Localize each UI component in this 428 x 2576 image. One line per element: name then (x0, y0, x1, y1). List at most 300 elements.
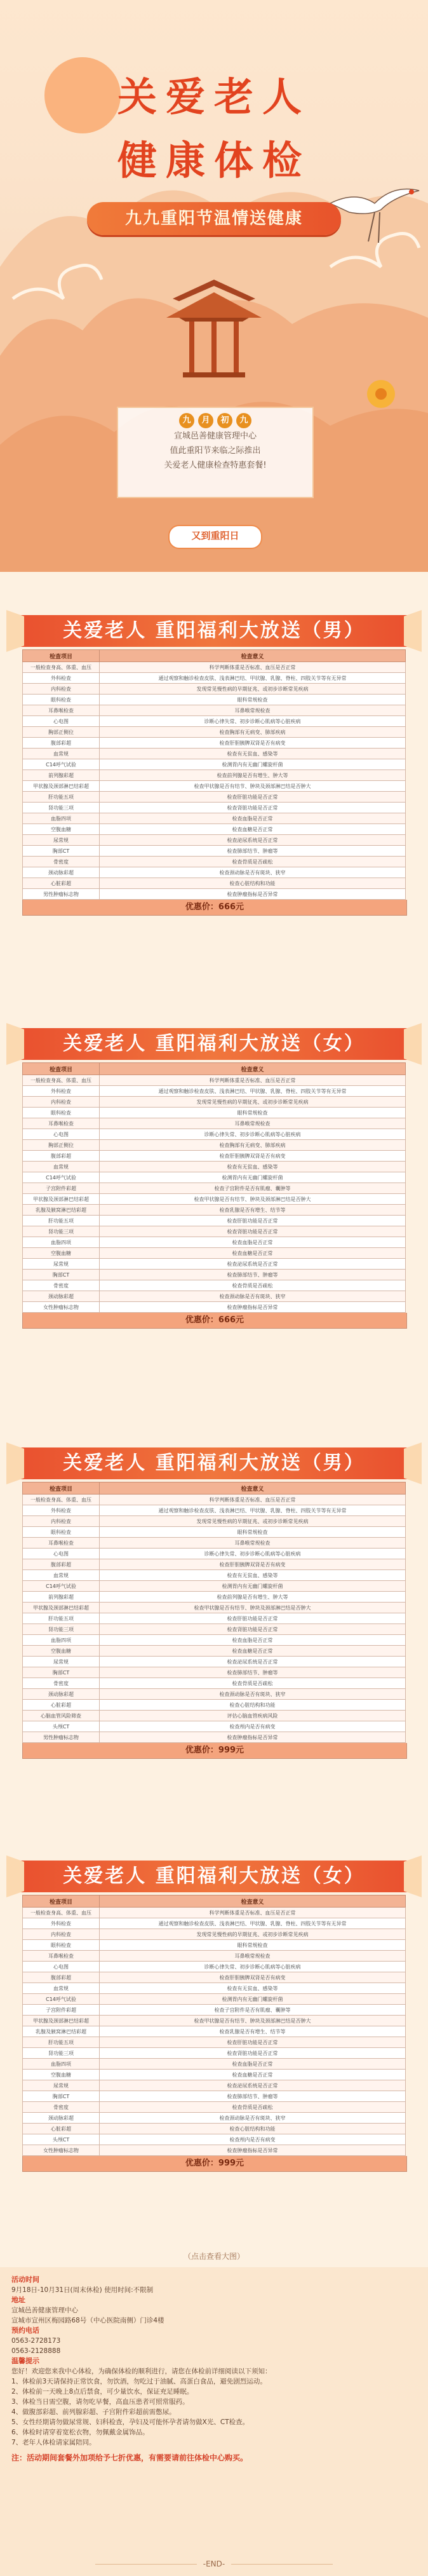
table-row (23, 716, 406, 727)
exam-meaning-cell: 眼科常规检查 (100, 1940, 406, 1951)
exam-meaning-cell: 检查肿瘤指标是否异常 (100, 2145, 406, 2156)
exam-item-cell: 血脂四项 (23, 813, 100, 824)
exam-meaning-cell: 科学判断体重是否标准、血压是否正常 (100, 1075, 406, 1086)
double-ninth-badge: 又到重阳日 (168, 525, 262, 549)
exam-meaning-cell: 检查心脏结构和功能 (100, 878, 406, 889)
exam-meaning-cell: 检查肾脏功能是否正常 (100, 1226, 406, 1237)
table-row (23, 1635, 406, 1646)
table-row (23, 2026, 406, 2037)
table-row (23, 2048, 406, 2059)
hero-title-line2: 健康体检 (117, 137, 311, 184)
table-row (23, 1624, 406, 1635)
table-row (23, 1721, 406, 1732)
footer-info (0, 2267, 428, 2576)
table-row (23, 1162, 406, 1172)
tips-label: 温馨提示 (11, 2357, 39, 2365)
hero-ribbon: 九九重阳节温情送健康 (87, 202, 341, 235)
exam-meaning-cell: 眼科常规检查 (100, 1108, 406, 1118)
exam-meaning-cell: 检查肺部结节、肿瘤等 (100, 846, 406, 857)
table-row (23, 813, 406, 824)
table-row (23, 1940, 406, 1951)
section-title: 关爱老人 重阳福利大放送（女） (63, 1033, 365, 1055)
exam-meaning-cell: 检测胃内有无幽门螺旋杆菌 (100, 1994, 406, 2005)
exam-meaning-cell: 发现常见慢性病的早期征兆、或初步诊断常见疾病 (100, 1516, 406, 1527)
exam-meaning-cell: 诊断心律失常、初步诊断心肌病等心脏疾病 (100, 1129, 406, 1140)
exam-meaning-cell: 通过观察和触诊检查皮肤、浅表淋巴结、甲状腺、乳腺、脊柱、四肢关节等有无异常 (100, 1505, 406, 1516)
exam-item-cell: 眼科检查 (23, 1108, 100, 1118)
tip-line: 5、女性经期请勿做尿常规、妇科检查，孕妇及可能怀孕者请勿做X光、CT检查。 (11, 2418, 250, 2426)
table-row (23, 1280, 406, 1291)
exam-meaning-cell: 检查肾脏功能是否正常 (100, 803, 406, 813)
exam-meaning-cell: 检查泌尿系统是否正常 (100, 1657, 406, 1667)
table-row (23, 662, 406, 673)
exam-meaning-cell: 检查血脂是否正常 (100, 2059, 406, 2070)
seal-stamp: 月 (198, 413, 213, 428)
exam-meaning-cell: 检查颅内是否有病变 (100, 1721, 406, 1732)
seal-stamp: 初 (217, 413, 232, 428)
exam-meaning-cell: 检查前列腺是否有增生、肿大等 (100, 1592, 406, 1603)
exam-item-cell: 一般检查身高、体重、血压 (23, 1908, 100, 1918)
zoom-hint[interactable]: （点击查看大图） (183, 2252, 244, 2261)
exam-meaning-cell: 检查肝脏功能是否正常 (100, 2037, 406, 2048)
exam-item-cell: 腹部彩超 (23, 1559, 100, 1570)
exam-meaning-cell: 检查骨质是否疏松 (100, 2102, 406, 2113)
table-row (23, 1108, 406, 1118)
exam-meaning-cell: 检查甲状腺是否有结节、肿块及颈部淋巴结是否肿大 (100, 781, 406, 792)
exam-meaning-cell: 检查甲状腺是否有结节、肿块及颈部淋巴结是否肿大 (100, 1194, 406, 1205)
tip-line: 2、体检前一天晚上8点后禁食，可少量饮水，保证充足睡眠。 (11, 2388, 194, 2396)
exam-meaning-cell: 检查颈动脉是否有斑块、狭窄 (100, 1291, 406, 1302)
exam-item-cell: 耳鼻喉检查 (23, 705, 100, 716)
table-row (23, 2145, 406, 2156)
exam-meaning-cell: 检查骨质是否疏松 (100, 1678, 406, 1689)
table-row (23, 1216, 406, 1226)
exam-item-cell: 肝功能五项 (23, 1216, 100, 1226)
package-section (10, 1442, 418, 1759)
exam-meaning-cell: 检查前列腺是否有增生、肿大等 (100, 770, 406, 781)
table-row (23, 803, 406, 813)
tip-line: 您好！欢迎您来我中心体检，为确保体检的顺利进行，请您在体检前详细阅读以下须知： (11, 2368, 272, 2375)
exam-item-cell: 肝功能五项 (23, 2037, 100, 2048)
exam-item-cell: 子宫附件彩超 (23, 2005, 100, 2016)
table-row (23, 1302, 406, 1313)
exam-meaning-cell: 检查胸部有无病变、肺部疾病 (100, 727, 406, 738)
table-row (23, 1678, 406, 1689)
table-row (23, 2102, 406, 2113)
seal-stamp: 九 (236, 413, 251, 428)
package-price: 优惠价：666元 (22, 1313, 407, 1329)
exam-meaning-cell: 检查血糖是否正常 (100, 824, 406, 835)
exam-item-cell: 内科检查 (23, 1929, 100, 1940)
exam-item-cell: 尿常规 (23, 835, 100, 846)
table-row (23, 1581, 406, 1592)
table-row (23, 867, 406, 878)
table-row (23, 738, 406, 749)
table-row (23, 2134, 406, 2145)
table-row (23, 1962, 406, 1972)
end-marker: -END- (0, 2559, 428, 2568)
table-row (23, 1689, 406, 1700)
package-price: 优惠价：999元 (22, 2156, 407, 2172)
exam-meaning-cell: 检查肿瘤指标是否异常 (100, 1732, 406, 1743)
exam-meaning-cell: 发现常见慢性病的早期征兆、或初步诊断常见疾病 (100, 1097, 406, 1108)
exam-meaning-cell: 检查胸部有无病变、肺部疾病 (100, 1140, 406, 1151)
exam-meaning-cell: 通过观察和触诊检查皮肤、浅表淋巴结、甲状腺、乳腺、脊柱、四肢关节等有无异常 (100, 673, 406, 684)
table-row (23, 1951, 406, 1962)
exam-meaning-cell: 检查甲状腺是否有结节、肿块及颈部淋巴结是否肿大 (100, 1603, 406, 1613)
table-row (23, 1700, 406, 1711)
exam-meaning-cell: 检查肝脏功能是否正常 (100, 1216, 406, 1226)
exam-meaning-cell: 检查颈动脉是否有斑块、狭窄 (100, 1689, 406, 1700)
exam-meaning-cell: 科学判断体重是否标准、血压是否正常 (100, 1908, 406, 1918)
exam-item-cell: 腹部彩超 (23, 738, 100, 749)
column-header-item: 检查项目 (23, 1895, 100, 1908)
exam-item-cell: 眼科检查 (23, 1527, 100, 1538)
exam-item-cell: 腹部彩超 (23, 1151, 100, 1162)
exam-item-cell: 颈动脉彩超 (23, 2113, 100, 2124)
exam-item-cell: 头颅CT (23, 1721, 100, 1732)
exam-item-cell: 肾功能三项 (23, 1226, 100, 1237)
exam-item-cell: 心脑血管风险筛查 (23, 1711, 100, 1721)
table-row (23, 889, 406, 900)
exam-meaning-cell: 检查颈动脉是否有斑块、狭窄 (100, 867, 406, 878)
exam-item-cell: 外科检查 (23, 673, 100, 684)
exam-item-cell: 尿常规 (23, 1657, 100, 1667)
exam-item-cell: 肾功能三项 (23, 2048, 100, 2059)
table-row (23, 878, 406, 889)
exam-meaning-cell: 检查肺部结节、肿瘤等 (100, 2091, 406, 2102)
table-header-row (23, 650, 406, 662)
exam-item-cell: 心脏彩超 (23, 878, 100, 889)
intro-card (117, 407, 314, 498)
exam-item-cell: 耳鼻喉检查 (23, 1951, 100, 1962)
exam-item-cell: 内科检查 (23, 1097, 100, 1108)
exam-meaning-cell: 耳鼻喉常规检查 (100, 705, 406, 716)
time-label: 活动时间 (11, 2275, 39, 2284)
table-row (23, 1983, 406, 1994)
table-row (23, 1129, 406, 1140)
exam-meaning-cell: 发现常见慢性病的早期征兆、或初步诊断常见疾病 (100, 684, 406, 695)
table-row (23, 824, 406, 835)
intro-line: 宣城邑善健康管理中心 (173, 431, 257, 441)
exam-item-cell: 头颅CT (23, 2134, 100, 2145)
table-header-row (23, 1895, 406, 1908)
exam-meaning-cell: 检查子宫附件是否有肌瘤、囊肿等 (100, 2005, 406, 2016)
table-row (23, 1657, 406, 1667)
exam-meaning-cell: 通过观察和触诊检查皮肤、浅表淋巴结、甲状腺、乳腺、脊柱、四肢关节等有无异常 (100, 1086, 406, 1097)
exam-item-cell: 一般检查身高、体重、血压 (23, 662, 100, 673)
table-row (23, 1205, 406, 1216)
exam-item-cell: 男性肿瘤标志物 (23, 889, 100, 900)
table-row (23, 1075, 406, 1086)
exam-item-cell: C14呼气试验 (23, 1994, 100, 2005)
exam-meaning-cell: 检查有无贫血、感染等 (100, 1570, 406, 1581)
exam-item-cell: C14呼气试验 (23, 1172, 100, 1183)
table-row (23, 781, 406, 792)
exam-item-cell: 子宫附件彩超 (23, 1183, 100, 1194)
table-row (23, 770, 406, 781)
exam-meaning-cell: 通过观察和触诊检查皮肤、浅表淋巴结、甲状腺、乳腺、脊柱、四肢关节等有无异常 (100, 1918, 406, 1929)
exam-meaning-cell: 检查有无贫血、感染等 (100, 1162, 406, 1172)
seal-row (118, 413, 312, 428)
table-row (23, 1570, 406, 1581)
exam-item-cell: 血脂四项 (23, 2059, 100, 2070)
exam-meaning-cell: 检查肿瘤指标是否异常 (100, 889, 406, 900)
exam-meaning-cell: 检查血脂是否正常 (100, 813, 406, 824)
package-price: 优惠价：666元 (22, 900, 407, 916)
exam-item-cell: 胸部正侧位 (23, 727, 100, 738)
exam-meaning-cell: 检查心脏结构和功能 (100, 2124, 406, 2134)
package-table (22, 1482, 406, 1743)
exam-meaning-cell: 耳鼻喉常规检查 (100, 1538, 406, 1549)
exam-item-cell: 内科检查 (23, 1516, 100, 1527)
exam-item-cell: 胸部CT (23, 1270, 100, 1280)
exam-item-cell: 颈动脉彩超 (23, 1291, 100, 1302)
section-title: 关爱老人 重阳福利大放送（男） (63, 1452, 365, 1474)
table-row (23, 1603, 406, 1613)
exam-meaning-cell: 检查泌尿系统是否正常 (100, 1259, 406, 1270)
package-section (10, 610, 418, 916)
event-time: 9月18日-10月31日(周末休检) 使用时间:不限制 (11, 2286, 154, 2294)
table-row (23, 2005, 406, 2016)
tip-line: 1、体检前3天请保持正常饮食，勿饮酒，勿吃过于油腻、高蛋白食品，避免剧烈运动。 (11, 2378, 267, 2385)
exam-item-cell: 心电图 (23, 1549, 100, 1559)
table-row (23, 846, 406, 857)
table-row (23, 1505, 406, 1516)
package-price: 优惠价：999元 (22, 1743, 407, 1759)
exam-item-cell: 肝功能五项 (23, 1613, 100, 1624)
table-row (23, 1613, 406, 1624)
exam-meaning-cell: 检查甲状腺是否有结节、肿块及颈部淋巴结是否肿大 (100, 2016, 406, 2026)
exam-meaning-cell: 科学判断体重是否标准、血压是否正常 (100, 662, 406, 673)
exam-item-cell: 耳鼻喉检查 (23, 1538, 100, 1549)
exam-item-cell: 血脂四项 (23, 1635, 100, 1646)
table-row (23, 1549, 406, 1559)
package-section (10, 1855, 418, 2172)
exam-item-cell: 空腹血糖 (23, 2070, 100, 2080)
table-row (23, 2124, 406, 2134)
exam-meaning-cell: 检测胃内有无幽门螺旋杆菌 (100, 1581, 406, 1592)
exam-meaning-cell: 耳鼻喉常规检查 (100, 1951, 406, 1962)
exam-item-cell: 肝功能五项 (23, 792, 100, 803)
package-table (22, 1895, 406, 2156)
table-row (23, 1259, 406, 1270)
exam-meaning-cell: 检查血脂是否正常 (100, 1635, 406, 1646)
exam-item-cell: 心脏彩超 (23, 1700, 100, 1711)
table-row (23, 2113, 406, 2124)
table-row (23, 705, 406, 716)
exam-meaning-cell: 科学判断体重是否标准、血压是否正常 (100, 1495, 406, 1505)
exam-item-cell: 血常规 (23, 749, 100, 759)
exam-meaning-cell: 检查肝胆胰脾双肾是否有病变 (100, 1972, 406, 1983)
exam-meaning-cell: 检查肝胆胰脾双肾是否有病变 (100, 1559, 406, 1570)
exam-item-cell: 前列腺彩超 (23, 1592, 100, 1603)
table-header-row (23, 1063, 406, 1075)
exam-item-cell: 甲状腺及颈部淋巴结彩超 (23, 2016, 100, 2026)
table-row (23, 1592, 406, 1603)
exam-item-cell: C14呼气试验 (23, 1581, 100, 1592)
exam-meaning-cell: 检查肿瘤指标是否异常 (100, 1302, 406, 1313)
package-table (22, 649, 406, 900)
hero-title-line1: 关爱老人 (117, 74, 311, 120)
exam-item-cell: 前列腺彩超 (23, 770, 100, 781)
exam-item-cell: 心脏彩超 (23, 2124, 100, 2134)
exam-meaning-cell: 诊断心律失常、初步诊断心肌病等心脏疾病 (100, 1549, 406, 1559)
table-row (23, 1516, 406, 1527)
intro-line: 关爱老人健康检查特惠套餐! (164, 461, 267, 470)
column-header-meaning: 检查意义 (100, 1895, 406, 1908)
exam-item-cell: 胸部正侧位 (23, 1140, 100, 1151)
table-row (23, 1732, 406, 1743)
address-line: 宣城市宣州区梅园路68号（中心医院南侧）门诊4楼 (11, 2317, 164, 2324)
table-row (23, 1495, 406, 1505)
exam-item-cell: 一般检查身高、体重、血压 (23, 1075, 100, 1086)
exam-item-cell: 腹部彩超 (23, 1972, 100, 1983)
exam-item-cell: 心电图 (23, 1962, 100, 1972)
exam-item-cell: 骨密度 (23, 2102, 100, 2113)
exam-item-cell: 空腹血糖 (23, 1248, 100, 1259)
table-row (23, 1559, 406, 1570)
exam-item-cell: 骨密度 (23, 1280, 100, 1291)
exam-meaning-cell: 发现常见慢性病的早期征兆、或初步诊断常见疾病 (100, 1929, 406, 1940)
exam-meaning-cell: 检查颈动脉是否有斑块、狭窄 (100, 2113, 406, 2124)
exam-meaning-cell: 检查肺部结节、肿瘤等 (100, 1270, 406, 1280)
table-header-row (23, 1482, 406, 1495)
exam-item-cell: 耳鼻喉检查 (23, 1118, 100, 1129)
exam-meaning-cell: 检查肾脏功能是否正常 (100, 1624, 406, 1635)
table-row (23, 749, 406, 759)
table-row (23, 1140, 406, 1151)
exam-meaning-cell: 检查肝胆胰脾双肾是否有病变 (100, 1151, 406, 1162)
table-row (23, 1929, 406, 1940)
table-row (23, 684, 406, 695)
exam-item-cell: 血常规 (23, 1162, 100, 1172)
tip-line: 7、老年人体检请家属陪同。 (11, 2439, 96, 2446)
exam-meaning-cell: 检查肾脏功能是否正常 (100, 2048, 406, 2059)
exam-meaning-cell: 检查乳腺是否有增生、结节等 (100, 1205, 406, 1216)
exam-item-cell: 空腹血糖 (23, 824, 100, 835)
table-row (23, 1097, 406, 1108)
table-row (23, 1151, 406, 1162)
table-row (23, 2037, 406, 2048)
column-header-item: 检查项目 (23, 650, 100, 662)
table-row (23, 1667, 406, 1678)
exam-item-cell: 颈动脉彩超 (23, 1689, 100, 1700)
exam-item-cell: 甲状腺及颈部淋巴结彩超 (23, 1194, 100, 1205)
exam-meaning-cell: 耳鼻喉常规检查 (100, 1118, 406, 1129)
exam-item-cell: 骨密度 (23, 857, 100, 867)
table-row (23, 1291, 406, 1302)
chrysanthemum-icon (367, 380, 395, 408)
exam-meaning-cell: 检查血糖是否正常 (100, 1646, 406, 1657)
table-row (23, 1237, 406, 1248)
exam-meaning-cell: 检查子宫附件是否有肌瘤、囊肿等 (100, 1183, 406, 1194)
exam-meaning-cell: 眼科常规检查 (100, 695, 406, 705)
exam-meaning-cell: 检查心脏结构和功能 (100, 1700, 406, 1711)
table-row (23, 1711, 406, 1721)
phone-label: 预约电话 (11, 2326, 39, 2335)
exam-meaning-cell: 检查泌尿系统是否正常 (100, 835, 406, 846)
exam-item-cell: 尿常规 (23, 2080, 100, 2091)
address-label: 地址 (11, 2296, 25, 2304)
table-row (23, 2070, 406, 2080)
exam-meaning-cell: 检查乳腺是否有增生、结节等 (100, 2026, 406, 2037)
exam-item-cell: 一般检查身高、体重、血压 (23, 1495, 100, 1505)
section-title: 关爱老人 重阳福利大放送（女） (63, 1865, 365, 1887)
exam-item-cell: 心电图 (23, 716, 100, 727)
table-row (23, 1118, 406, 1129)
table-row (23, 2016, 406, 2026)
exam-item-cell: 乳腺及腋窝淋巴结彩超 (23, 1205, 100, 1216)
exam-item-cell: 尿常规 (23, 1259, 100, 1270)
phone-number[interactable]: 0563-2128888 (11, 2347, 61, 2355)
exam-item-cell: 胸部CT (23, 1667, 100, 1678)
tip-line: 6、体检时请穿着宽松衣物，勿佩戴金属饰品。 (11, 2429, 149, 2436)
table-row (23, 1270, 406, 1280)
column-header-meaning: 检查意义 (100, 1063, 406, 1075)
section-header (10, 1023, 418, 1062)
column-header-item: 检查项目 (23, 1063, 100, 1075)
table-row (23, 1183, 406, 1194)
table-row (23, 1248, 406, 1259)
exam-item-cell: 空腹血糖 (23, 1646, 100, 1657)
exam-meaning-cell: 检查血糖是否正常 (100, 2070, 406, 2080)
tip-line: 3、体检当日需空腹，请勿吃早餐，高血压患者可照常服药。 (11, 2398, 189, 2406)
phone-number[interactable]: 0563-2728173 (11, 2337, 61, 2345)
package-table (22, 1062, 406, 1313)
table-row (23, 792, 406, 803)
exam-item-cell: 颈动脉彩超 (23, 867, 100, 878)
table-row (23, 1918, 406, 1929)
exam-item-cell: 男性肿瘤标志物 (23, 1732, 100, 1743)
table-row (23, 835, 406, 846)
intro-line: 值此重阳节来临之际推出 (170, 446, 261, 456)
table-row (23, 1538, 406, 1549)
hero-banner (0, 0, 428, 572)
exam-item-cell: 外科检查 (23, 1086, 100, 1097)
table-row (23, 2080, 406, 2091)
column-header-item: 检查项目 (23, 1482, 100, 1495)
exam-item-cell: 乳腺及腋窝淋巴结彩超 (23, 2026, 100, 2037)
exam-item-cell: 肾功能三项 (23, 1624, 100, 1635)
table-row (23, 1194, 406, 1205)
discount-notice: 注：活动期间套餐外加项给予七折优惠，有需要请前往体检中心购买。 (11, 2453, 248, 2462)
exam-meaning-cell: 诊断心律失常、初步诊断心肌病等心脏疾病 (100, 716, 406, 727)
exam-item-cell: 胸部CT (23, 2091, 100, 2102)
exam-meaning-cell: 检查有无贫血、感染等 (100, 1983, 406, 1994)
table-row (23, 2091, 406, 2102)
exam-meaning-cell: 评估心脑血管疾病风险 (100, 1711, 406, 1721)
table-row (23, 1994, 406, 2005)
exam-item-cell: 眼科检查 (23, 1940, 100, 1951)
section-header (10, 1855, 418, 1895)
table-row (23, 857, 406, 867)
table-row (23, 727, 406, 738)
section-header (10, 1442, 418, 1482)
exam-item-cell: 肾功能三项 (23, 803, 100, 813)
exam-meaning-cell: 检查颅内是否有病变 (100, 2134, 406, 2145)
exam-meaning-cell: 检测胃内有无幽门螺旋杆菌 (100, 759, 406, 770)
exam-item-cell: 外科检查 (23, 1505, 100, 1516)
exam-item-cell: 血常规 (23, 1983, 100, 1994)
table-row (23, 1086, 406, 1097)
exam-meaning-cell: 检测胃内有无幽门螺旋杆菌 (100, 1172, 406, 1183)
table-row (23, 1226, 406, 1237)
exam-item-cell: 血脂四项 (23, 1237, 100, 1248)
exam-item-cell: 血常规 (23, 1570, 100, 1581)
exam-meaning-cell: 检查血糖是否正常 (100, 1248, 406, 1259)
seal-stamp: 九 (179, 413, 194, 428)
